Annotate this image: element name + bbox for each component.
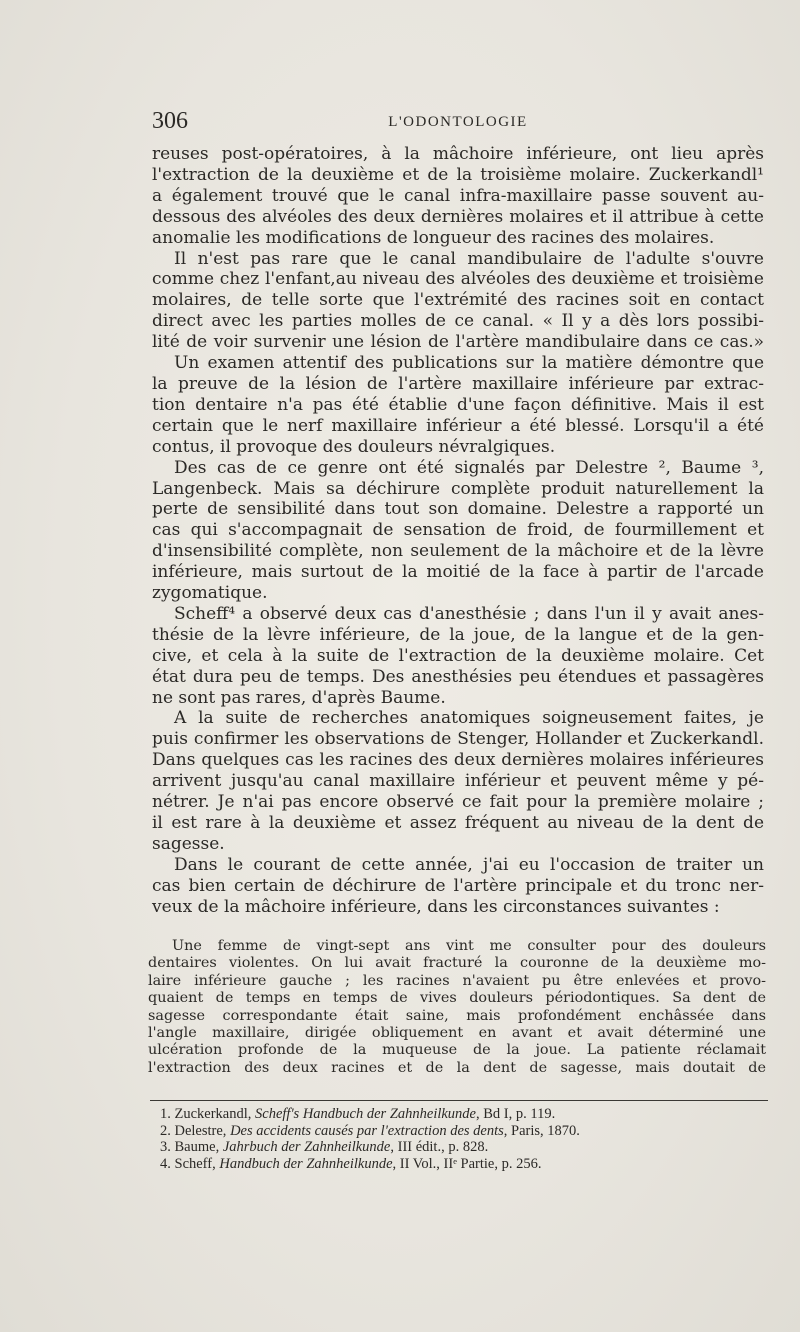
- body-line: Dans quelques cas les racines des deux dernières molaires inférieures: [152, 750, 764, 771]
- footnote-title: Des accidents causés par l'extraction des dents: [230, 1122, 504, 1139]
- body-line: Des cas de ce genre ont été signalés par Delestre ², Baume ³,: [174, 457, 764, 478]
- body-line: cas qui s'accompagnait de sensation de froid, de fourmillement et: [152, 520, 764, 541]
- body-line: thésie de la lèvre inférieure, de la joue, de la langue et de la gen-: [152, 624, 764, 645]
- case-line: ulcération profonde de la muqueuse de la joue. La patiente réclamait: [148, 1042, 766, 1059]
- body-line: cas bien certain de déchirure de l'artère principale et du tronc ner-: [152, 875, 764, 896]
- case-line: laire inférieure gauche ; les racines n'avaient pu être enlevées et provo-: [148, 972, 766, 989]
- footnote-rule: [150, 1100, 768, 1101]
- footnote-author: Scheff,: [174, 1156, 220, 1173]
- body-line: lité de voir survenir une lésion de l'artère mandibulaire dans ce cas.»: [152, 332, 764, 353]
- body-line: cive, et cela à la suite de l'extraction de la deuxième molaire. Cet: [152, 645, 764, 666]
- body-line: l'extraction de la deuxième et de la troisième molaire. Zuckerkandl¹: [152, 164, 764, 185]
- case-report-text: [148, 938, 766, 1077]
- footnote: [160, 1123, 760, 1140]
- footnote-details: , II Vol., IIᵉ Partie, p. 256.: [392, 1156, 542, 1173]
- body-line: A la suite de recherches anatomiques soigneusement faites, je: [174, 708, 764, 729]
- body-line: molaires, de telle sorte que l'extrémité des racines soit en contact: [152, 290, 764, 311]
- page-number: 306: [152, 108, 188, 134]
- footnote-author: Zuckerkandl,: [174, 1106, 256, 1122]
- footnote-title: Handbuch der Zahnheilkunde: [219, 1156, 393, 1173]
- body-line: Il n'est pas rare que le canal mandibulaire de l'adulte s'ouvre: [174, 248, 764, 269]
- body-line: il est rare à la deuxième et assez fréquent au niveau de la dent de: [152, 813, 764, 833]
- footnote: [160, 1139, 760, 1156]
- body-line: d'insensibilité complète, non seulement de la mâchoire et de la lèvre: [152, 541, 764, 562]
- body-line: état dura peu de temps. Des anesthésies peu étendues et passagères: [152, 666, 764, 687]
- body-line: comme chez l'enfant,au niveau des alvéoles des deuxième et troisième: [152, 269, 764, 290]
- body-line: puis confirmer les observations de Stenger, Hollander et Zuckerkandl.: [152, 729, 764, 750]
- footnote-details: , Bd I, p. 119.: [476, 1106, 556, 1122]
- footnote-details: , Paris, 1870.: [503, 1122, 580, 1139]
- body-text: [152, 144, 764, 918]
- body-line: la preuve de la lésion de l'artère maxillaire inférieure par extrac-: [152, 373, 764, 394]
- body-line: sagesse.: [152, 833, 225, 854]
- body-line: zygomatique.: [152, 583, 268, 604]
- case-line: quaient de temps en temps de vives douleurs périodontiques. Sa dent de: [148, 990, 766, 1007]
- body-line: dessous des alvéoles des deux dernières molaires et il attribue à cette: [152, 206, 764, 227]
- case-line: l'extraction des deux racines et de la dent de sagesse, mais doutait de: [148, 1059, 766, 1076]
- footnote-author: Baume,: [174, 1139, 223, 1156]
- running-head: [152, 108, 764, 138]
- footnotes: [160, 1106, 760, 1173]
- footnote-number: 1.: [160, 1106, 175, 1122]
- body-line: Langenbeck. Mais sa déchirure complète produit naturellement la: [152, 478, 764, 499]
- case-line: Une femme de vingt-sept ans vint me consulter pour des douleurs: [172, 938, 766, 954]
- body-line: Dans le courant de cette année, j'ai eu l'occasion de traiter un: [174, 854, 764, 875]
- footnote-title: Jahrbuch der Zahnheilkunde: [222, 1139, 391, 1156]
- footnote-details: , III édit., p. 828.: [390, 1139, 489, 1156]
- footnote-number: 3.: [160, 1139, 175, 1156]
- body-line: inférieure, mais surtout de la moitié de la face à partir de l'arcade: [152, 562, 764, 583]
- case-line: dentaires violentes. On lui avait fracturé la couronne de la deuxième mo-: [148, 955, 766, 972]
- body-line: perte de sensibilité dans tout son domaine. Delestre a rapporté un: [152, 499, 764, 520]
- body-line: a également trouvé que le canal infra-maxillaire passe souvent au-: [152, 185, 764, 206]
- body-line: tion dentaire n'a pas été établie d'une façon définitive. Mais il est: [152, 394, 764, 415]
- body-line: contus, il provoque des douleurs névralgiques.: [152, 436, 556, 457]
- body-line: Scheff⁴ a observé deux cas d'anesthésie ; dans l'un il y avait anes-: [174, 603, 764, 624]
- footnote-title: Scheff's Handbuch der Zahnheilkunde: [255, 1106, 476, 1122]
- body-line: nétrer. Je n'ai pas encore observé ce fait pour la première molaire ;: [152, 792, 764, 813]
- body-line: direct avec les parties molles de ce canal. « Il y a dès lors possibi-: [152, 311, 764, 332]
- footnote-number: 4.: [160, 1156, 175, 1173]
- body-line: anomalie les modifications de longueur des racines des molaires.: [152, 227, 715, 248]
- body-line: Un examen attentif des publications sur la matière démontre que: [174, 353, 764, 374]
- footnote: [160, 1156, 760, 1173]
- footnote-author: Delestre,: [174, 1122, 231, 1139]
- body-line: veux de la mâchoire inférieure, dans les circonstances suivantes :: [152, 896, 720, 917]
- body-line: certain que le nerf maxillaire inférieur a été blessé. Lorsqu'il a été: [152, 415, 764, 436]
- body-line: reuses post-opératoires, à la mâchoire inférieure, ont lieu après: [152, 144, 764, 164]
- footnote: [160, 1106, 760, 1123]
- case-line: sagesse correspondante était saine, mais profondément enchâssée dans: [148, 1007, 766, 1024]
- body-line: ne sont pas rares, d'après Baume.: [152, 687, 446, 708]
- case-line: l'angle maxillaire, dirigée obliquement en avant et avait déterminé une: [148, 1025, 766, 1042]
- footnote-number: 2.: [160, 1122, 175, 1139]
- body-line: arrivent jusqu'au canal maxillaire inférieur et peuvent même y pé-: [152, 771, 764, 792]
- journal-title: L'ODONTOLOGIE: [388, 114, 528, 130]
